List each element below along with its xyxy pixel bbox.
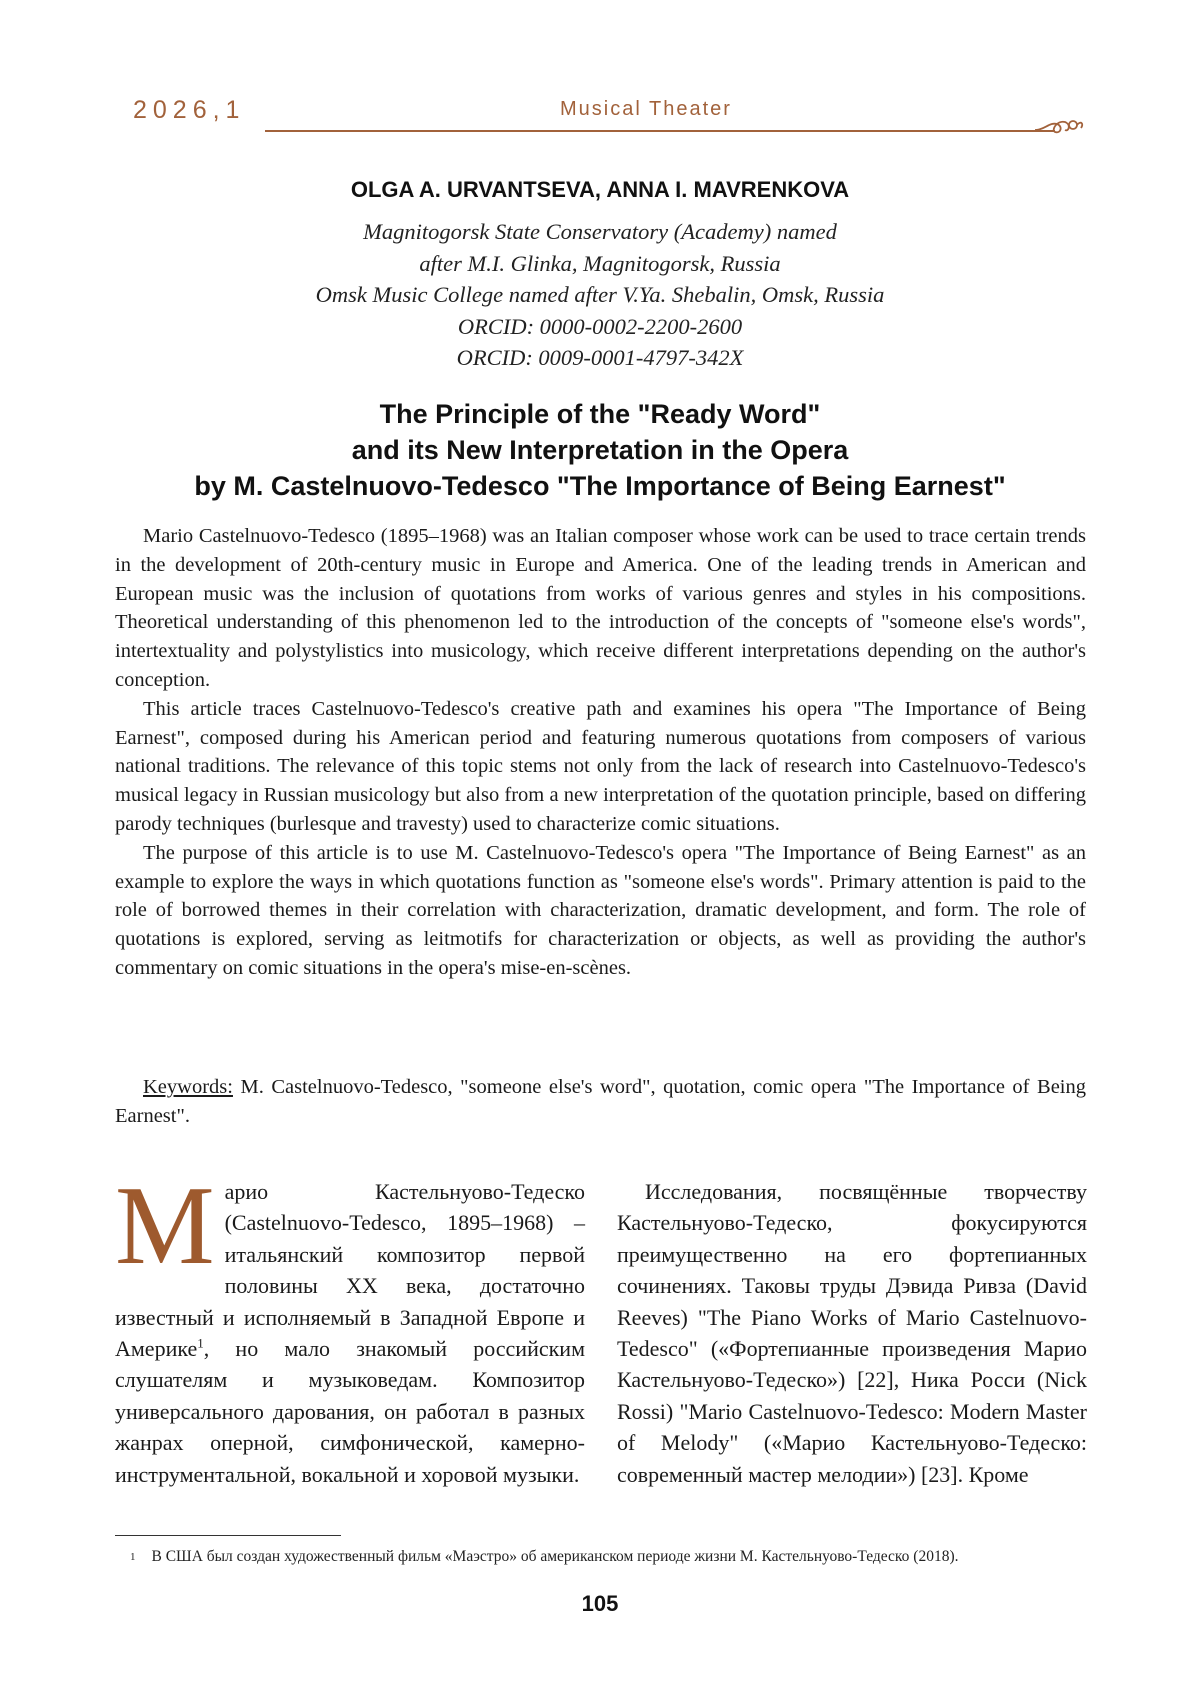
footnote-reference[interactable]: 1 bbox=[197, 1335, 204, 1351]
journal-section: Musical Theater bbox=[560, 98, 732, 120]
header-ornament-icon bbox=[1035, 112, 1085, 138]
body-text: , но мало знакомый российским слушателям и музыковедам. Композитор универсального дарования, он работал в разных жанрах оперной, симфонической, камерно-инструментальной, вокальной и хоровой музыки. bbox=[115, 1336, 585, 1487]
title-line: by M. Castelnuovo-Tedesco "The Importance of Being Earnest" bbox=[194, 471, 1006, 501]
title-line: and its New Interpretation in the Opera bbox=[351, 435, 849, 465]
body-column-right bbox=[617, 1176, 1087, 1490]
affiliation-line: Omsk Music College named after V.Ya. Shebalin, Omsk, Russia bbox=[315, 282, 885, 307]
abstract bbox=[115, 522, 1086, 983]
footnote bbox=[130, 1547, 1110, 1567]
abstract-paragraph: This article traces Castelnuovo-Tedesco's creative path and examines his opera "The Importance of Being Earnest", composed during his American period and featuring numerous quotations from composers of various national traditions. The relevance of this topic stems not only from the lack of research into Castelnuovo-Tedesco's musical legacy in Russian musicology but also from a new interpretation of the quotation principle, based on differing parody techniques (burlesque and travesty) used to characterize comic situations. bbox=[115, 697, 1086, 835]
title-line: The Principle of the "Ready Word" bbox=[379, 399, 821, 429]
affiliation-line: after M.I. Glinka, Magnitogorsk, Russia bbox=[419, 250, 781, 276]
footnote-rule bbox=[115, 1535, 341, 1536]
journal-issue: 2026,1 bbox=[133, 96, 246, 124]
keywords-text: M. Castelnuovo-Tedesco, "someone else's word", quotation, comic opera "The Importance of Being Earnest". bbox=[115, 1076, 1086, 1127]
author-affiliations bbox=[0, 216, 1200, 374]
keywords-label: Keywords: bbox=[143, 1076, 233, 1098]
body-text: арио Кастельнуово-Тедеско (Castelnuovo-Tedesco, 1895–1968) – итальянский композитор первой половины XX века, достаточно известный и исполняемый в Западной Европе и Америке bbox=[115, 1179, 585, 1362]
page-number: 105 bbox=[581, 1591, 619, 1616]
article-authors: OLGA A. URVANTSEVA, ANNA I. MAVRENKOVA bbox=[350, 177, 850, 202]
affiliation-line: Magnitogorsk State Conservatory (Academy) named bbox=[363, 219, 837, 244]
body-paragraph: Исследования, посвящённые творчеству Кастельнуово-Тедеско, фокусируются преимущественно на его фортепианных сочинениях. Таковы труды Дэвида Ривза (David Reeves) "The Piano Works of Mario Castelnuovo-Tedesco" («Фортепианные произведения Марио Кастельнуово-Тедеско») [22], Ника Росси (Nick Rossi) "Mario Castelnuovo-Tedesco: Modern Master of Melody" («Марио Кастельнуово-Тедеско: современный мастер мелодии») [23]. Кроме bbox=[617, 1179, 1087, 1487]
abstract-paragraph: The purpose of this article is to use M. Castelnuovo-Tedesco's opera "The Importance of Being Earnest" as an example to explore the ways in which quotations function as "someone else's words". Primary attention is paid to the role of borrowed themes in their correlation with characterization, dramatic development, and form. The role of quotations is explored, serving as leitmotifs for characterization or objects, as well as providing the author's commentary on comic situations in the opera's mise-en-scènes. bbox=[115, 841, 1086, 979]
article-title bbox=[0, 396, 1200, 504]
drop-cap: М bbox=[115, 1164, 215, 1288]
body-paragraph bbox=[115, 1164, 585, 1490]
body-column-left bbox=[115, 1164, 585, 1490]
footnote-text: В США был создан художественный фильм «Маэстро» об американском периоде жизни М. Кастельнуово-Тедеско (2018). bbox=[151, 1548, 959, 1565]
orcid-line: ORCID: 0000-0002-2200-2600 bbox=[457, 313, 743, 339]
keywords bbox=[115, 1073, 1086, 1131]
abstract-paragraph: Mario Castelnuovo-Tedesco (1895–1968) was an Italian composer whose work can be used to trace certain trends in the development of 20th-century music in Europe and America. One of the leading trends in American and European music was the inclusion of quotations from works of various genres and styles in his compositions. Theoretical understanding of this phenomenon led to the introduction of the concepts of "someone else's words", intertextuality and polystylistics into musicology, which receive different interpretations depending on the author's conception. bbox=[115, 525, 1086, 691]
header-rule bbox=[265, 130, 1055, 132]
orcid-line: ORCID: 0009-0001-4797-342X bbox=[456, 345, 744, 370]
footnote-mark: 1 bbox=[130, 1551, 136, 1563]
